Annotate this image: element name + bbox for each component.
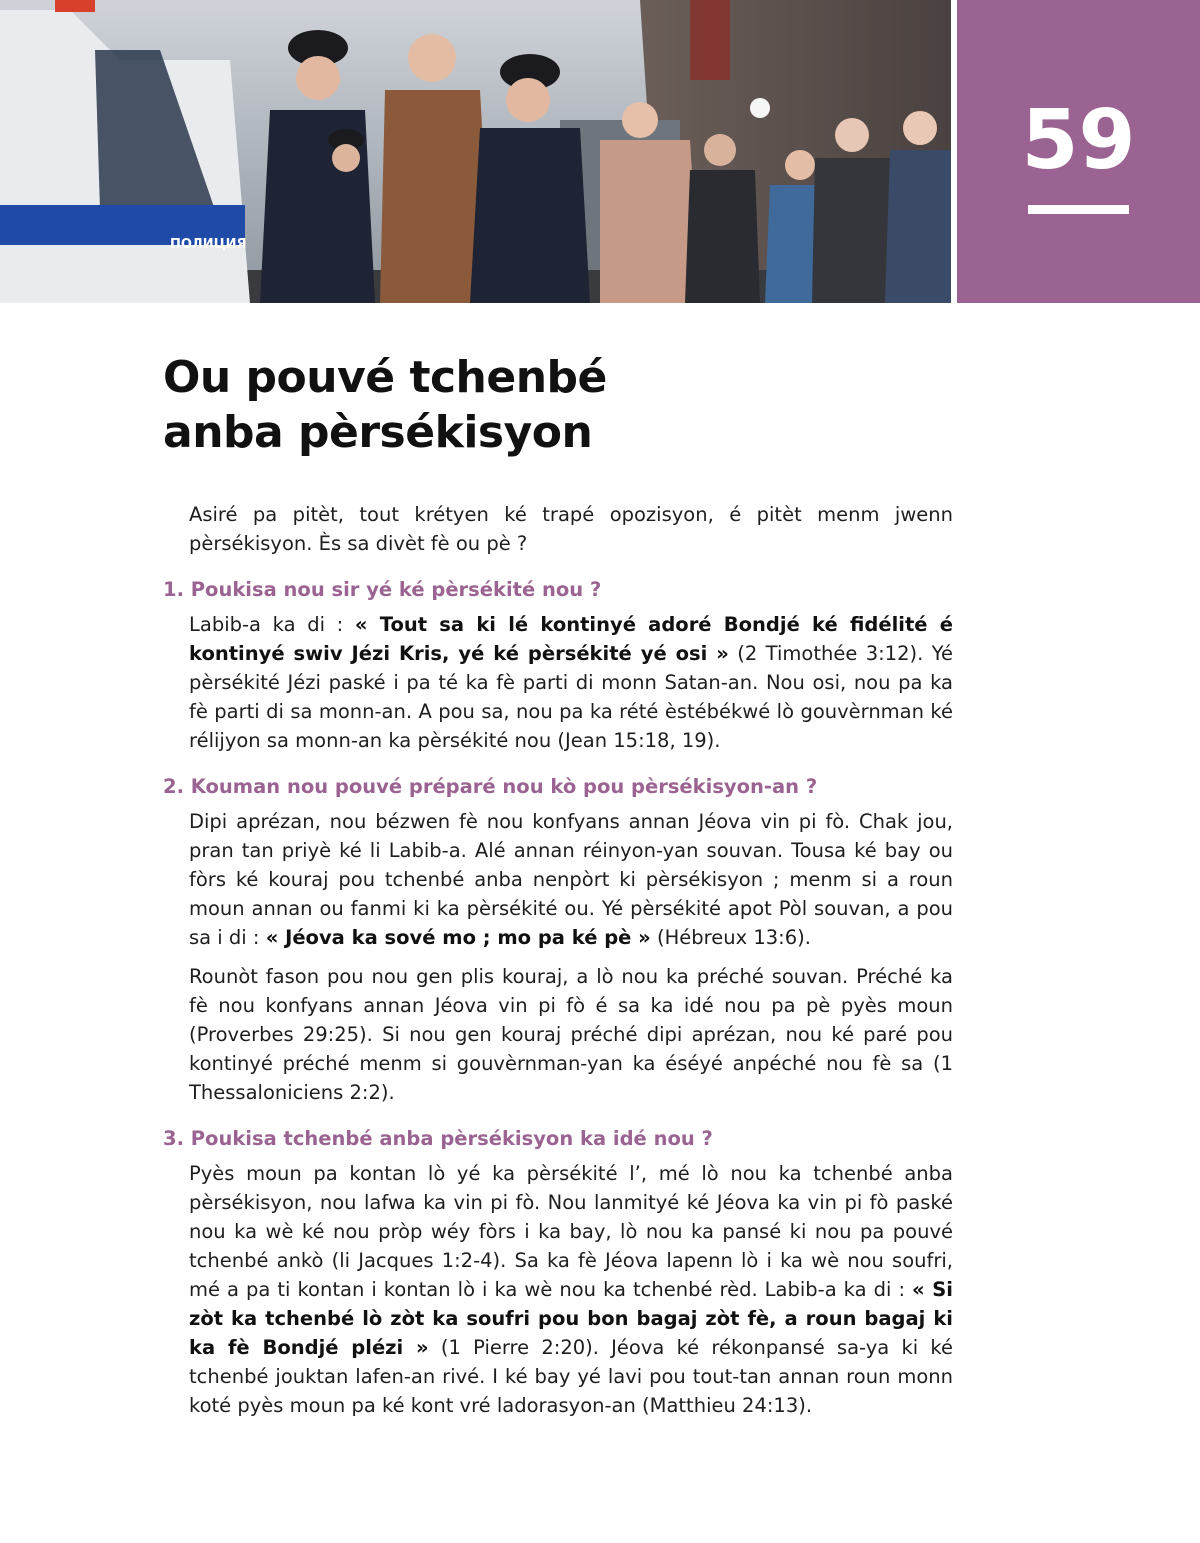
answer-2-text-a: Dipi aprézan, nou bézwen fè nou konfyans annan Jéova vin pi fò. Chak jou, pran tan priyè ké li Labib-a. Alé annan réinyon-yan souvan. Tousa ké bay ou fòrs ké kouraj pou tchenbé anba nenpòrt ki pèrsékisyon ; menm si a roun moun annan ou fanmi ki ka pèrsékité ou. Yé pèrsékité apot Pòl souvan, a pou sa i di : — [189, 810, 953, 949]
lesson-badge — [957, 0, 1200, 303]
answer-2-paragraph-1 — [189, 807, 953, 952]
question-1: 1. Poukisa nou sir yé ké pèrsékité nou ? — [163, 578, 602, 601]
answer-2-paragraph-2 — [189, 962, 953, 1107]
answer-3-text-a: Pyès moun pa kontan lò yé ka pèrsékité l’, mé lò nou ka tchenbé anba pèrsékisyon, nou lafwa ka vin pi fò. Nou lanmityé ké Jéova ka vin pi fò paské nou ka wè ké nou pròp wéy fòrs i ka bay, lò nou ka pansé ki nou pa pouvé tchenbé ankò (li Jacques 1:2-4). Sa ka fè Jéova lapenn lò i ka wè nou soufri, mé a pa ti kontan i kontan lò i ka wè nou ka tchenbé rèd. Labib-a ka di : — [189, 1162, 953, 1301]
title-line-2: anba pèrsékisyon — [163, 407, 593, 458]
officers-group — [260, 30, 590, 303]
answer-1-quote: « Tout sa ki lé kontinyé adoré Bondjé ké fidélité é kontinyé swiv Jézi Kris, yé ké pèrsékité yé osi » — [189, 613, 953, 665]
lesson-content — [163, 500, 953, 1430]
lesson-number: 59 — [1021, 93, 1136, 188]
hero-illustration — [0, 0, 951, 303]
intro-paragraph: Asiré pa pitèt, tout krétyen ké trapé opozisyon, é pitèt menm jwenn pèrsékisyon. Ès sa divèt fè ou pè ? — [189, 503, 953, 555]
hero-photo — [0, 0, 951, 303]
answer-1-paragraph — [189, 610, 953, 755]
question-3: 3. Poukisa tchenbé anba pèrsékisyon ka idé nou ? — [163, 1127, 713, 1150]
answer-1-text-a: Labib-a ka di : — [189, 613, 355, 636]
answer-2-quote: « Jéova ka sové mo ; mo pa ké pè » — [265, 926, 651, 949]
van-label: ПОЛИЦИЯ — [170, 237, 247, 252]
answer-3-text-b: (1 Pierre 2:20). Jéova ké rékonpansé sa-ya ki ké tchenbé jouktan lafen-an rivé. I ké bay yé lavi pou tout-tan annan roun monn koté pyès moun pa ké kont vré ladorasyon-an (Matthieu 24:13). — [189, 1336, 954, 1417]
answer-2-text-b: (Hébreux 13:6). — [650, 926, 811, 949]
page-title — [163, 350, 863, 460]
answer-3-paragraph — [189, 1159, 953, 1420]
answer-3-quote: « Si zòt ka tchenbé lò zòt ka soufri pou bon bagaj zòt fè, a roun bagaj ki ka fè Bondjé plézi » — [189, 1278, 953, 1359]
lesson-underline — [1028, 205, 1129, 214]
question-2: 2. Kouman nou pouvé préparé nou kò pou pèrsékisyon-an ? — [163, 775, 818, 798]
answer-2b-text: Rounòt fason pou nou gen plis kouraj, a lò nou ka préché souvan. Préché ka fè nou konfyans annan Jéova vin pi fò é sa ka idé nou pa pè pyès moun (Proverbes 29:25). Si nou gen kouraj préché dipi aprézan, nou ké paré pou kontinyé préché menm si gouvèrnman-yan ka éséyé anpéché nou fè sa (1 Thessaloniciens 2:2). — [189, 965, 953, 1104]
title-line-1: Ou pouvé tchenbé — [163, 352, 607, 403]
answer-1-text-b: (2 Timothée 3:12). Yé pèrsékité Jézi paské i pa té ka fè parti di monn Satan-an. Nou osi, nou pa ka fè parti di sa monn-an. A pou sa, nou pa ka rété èstébékwé lò gouvèrnman ké rélijyon sa monn-an ka pèrsékité nou (Jean 15:18, 19). — [189, 642, 953, 752]
